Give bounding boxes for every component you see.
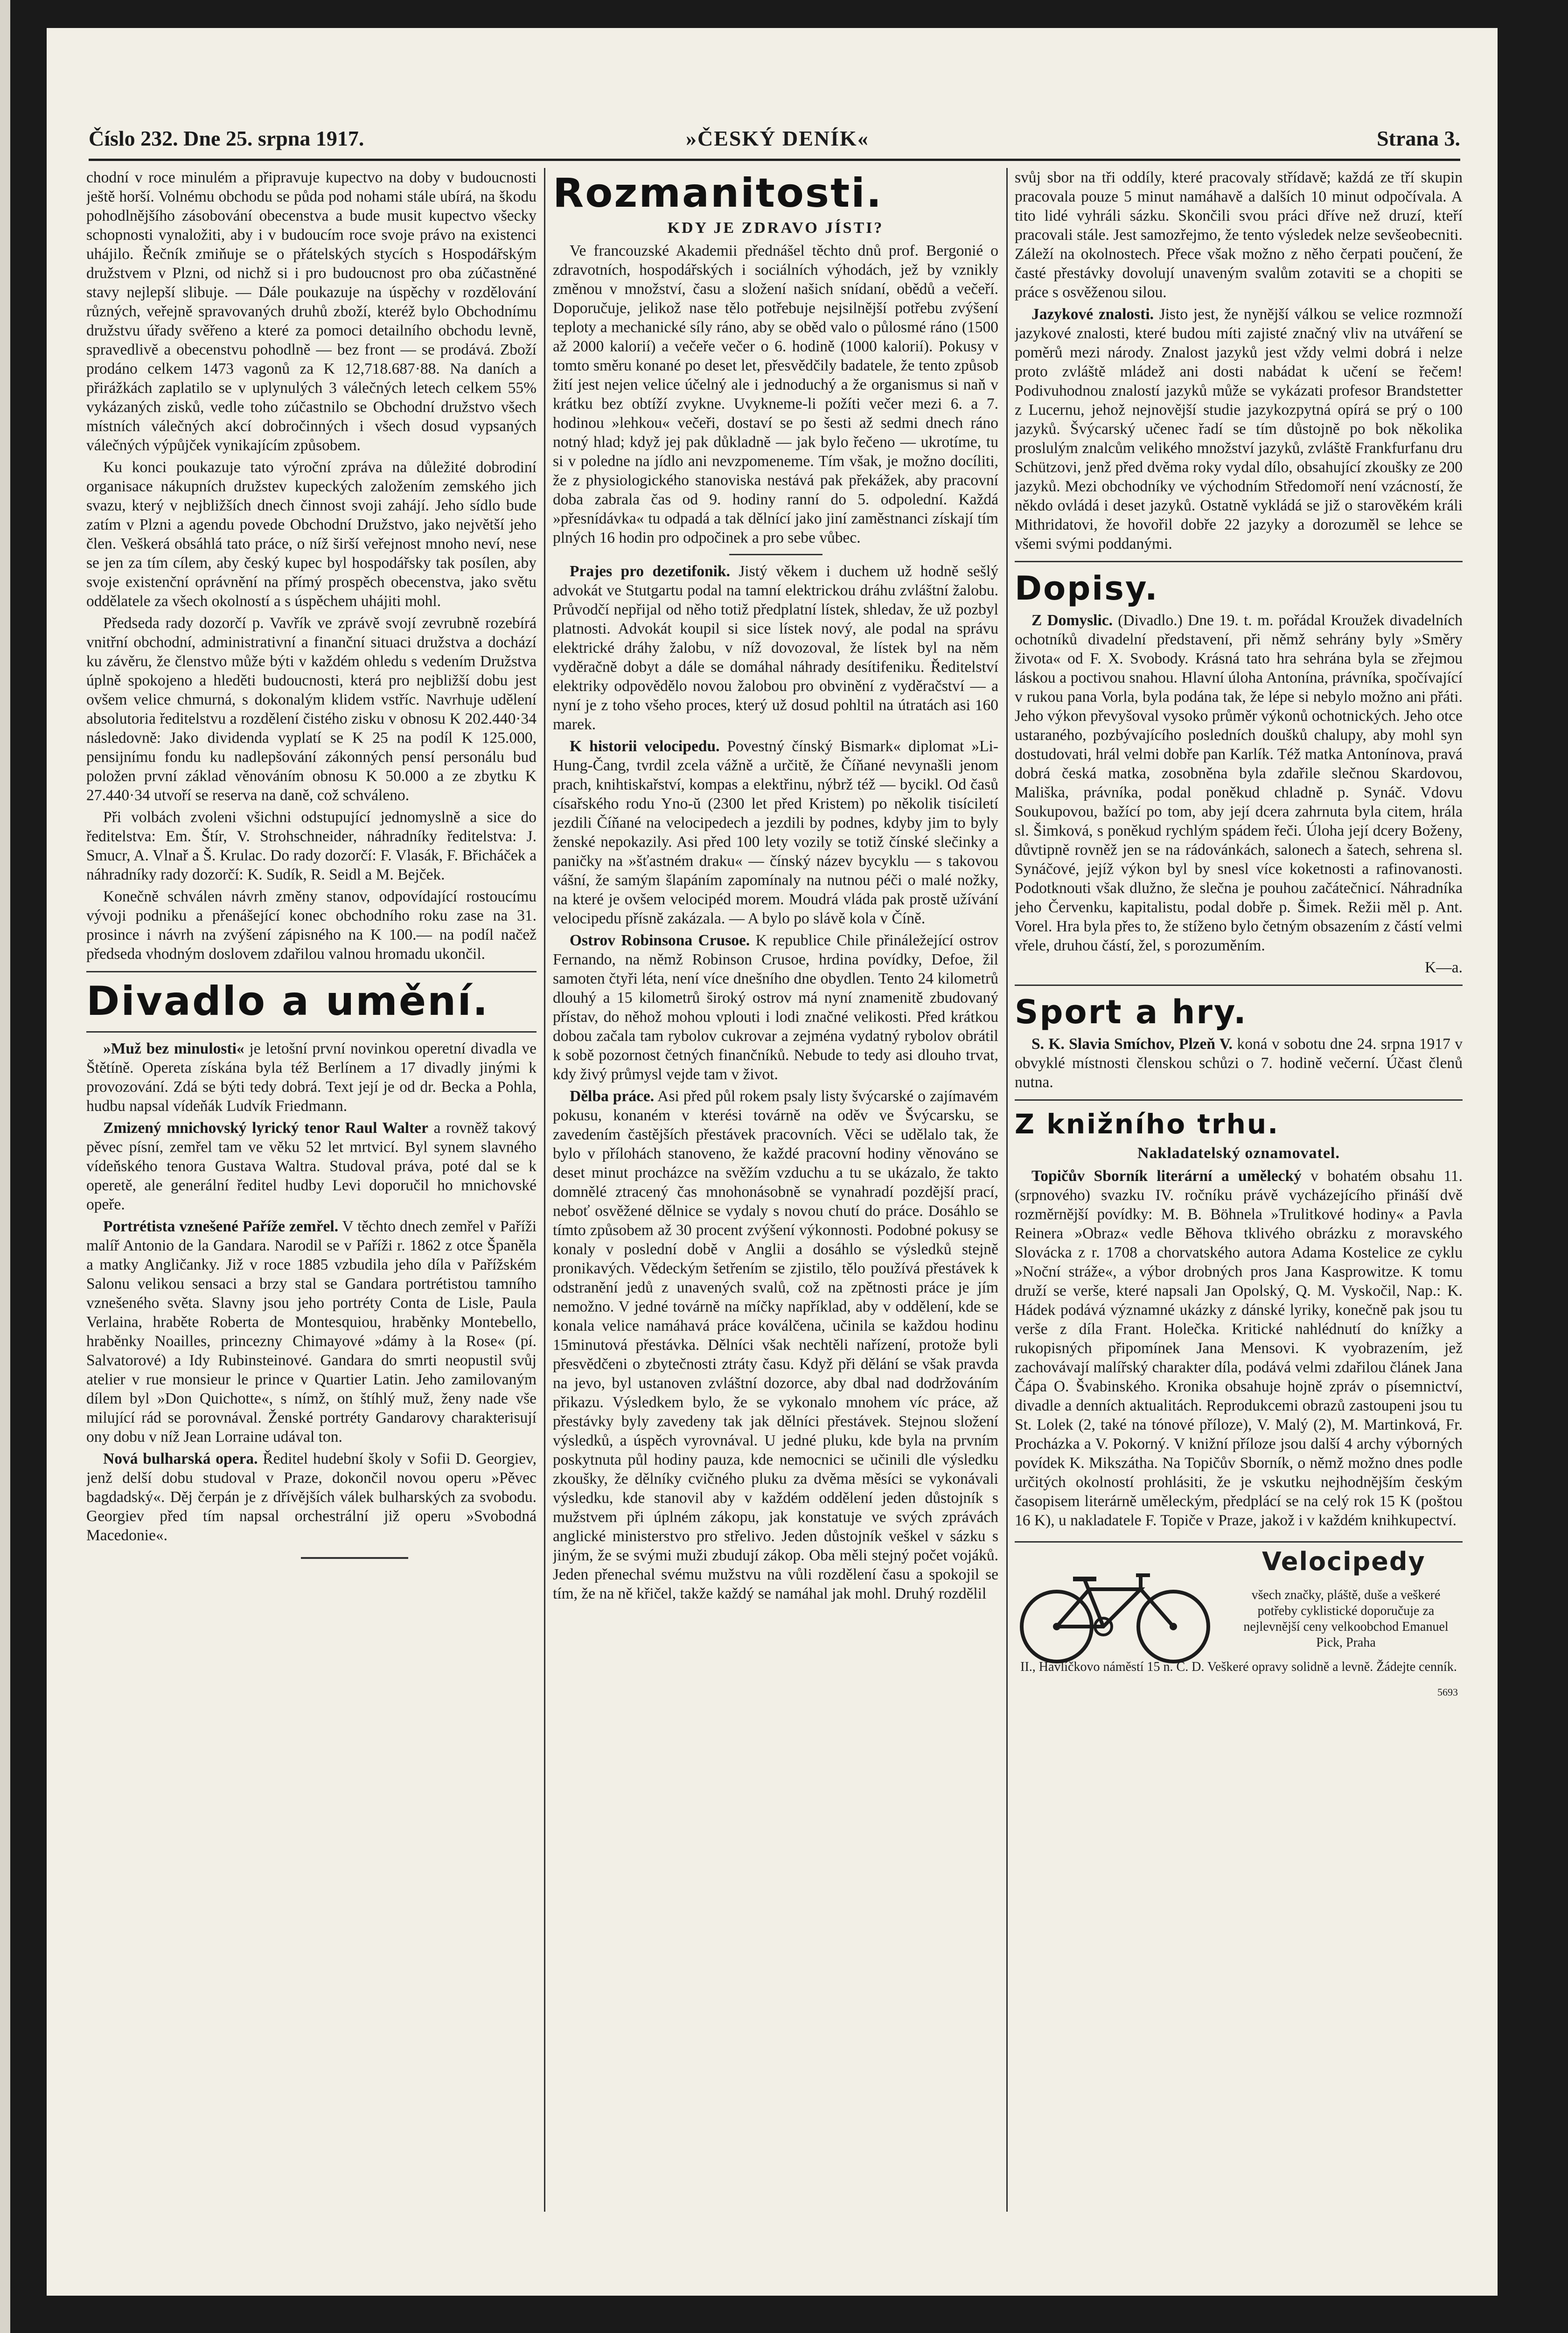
section-rule	[86, 1031, 537, 1033]
section-rule	[1015, 561, 1463, 562]
news-item	[553, 1087, 998, 1603]
column-3	[1015, 168, 1463, 2268]
section-title-books: Z knižního trhu.	[1015, 1108, 1280, 1140]
column-divider	[544, 168, 545, 2212]
news-item	[86, 1118, 537, 1214]
article-paragraph: chodní v roce minulém a připravuje kupectvo na doby v budoucnosti ještě horší. Volnému obchodu se půda pod nohami stále ubírá, na škodu pohodlnějšího zásobování obecenstva a bude musit kupectvo všecky schopnosti vynaložiti, aby i v budoucím roce svoje právo na existenci uhájilo. Řečník zmiňuje se o přátelských stycích s Hospodářským družstvem v Plzni, od nichž si i pro budoucnost pro oba zúčastněné stavy nejlepší slibuje. — Dále poukazuje na úspěchy v rozdělování různých, veřejně spravovaných druhů zboží, kteréž bylo Obchodnímu družstvu úřady svěřeno a které za pomoci detailního obchodu levně, spravedlivě a obecenstvu pohodlně — bez front — se prodává. Zboží prodáno celkem 1473 vagonů za K 12,718.687·88. Na daních a přirážkách zaplatilo se v uplynulých 3 válečných letech celkem 55% vykázaných zisků, vedle toho zúčastnilo se Obchodní družstvo všech místních válečných akcí dobročinných i všech dosud vypsaných válečných výpůjček vynikajícím způsobem.	[86, 169, 537, 454]
news-item	[1015, 1034, 1463, 1092]
article-subhead: KDY JE ZDRAVO JÍSTI?	[667, 219, 884, 237]
news-item	[1015, 611, 1463, 955]
column-1	[86, 168, 537, 2268]
news-item-body: v bohatém obsahu 11. (srpnového) svazku IV. ročníku právě vycházejícího přináší dvě rozměrnější povídky: M. B. Böhnela »Trulitkové hodiny« a Pavla Reinera »Obraz« vedle Běhova tklivého obrázku z moravského Slovácka z r. 1708 a chorvatského autora Adama Kostelice ze cyklu »Noční stráže«, a výbor drobných pros Jana Kasprowitze. K tomu druží se verše, které napsali Jan Opolský, Q. M. Vyskočil, Nap.: K. Hádek podává významné ukázky z dánské lyriky, konečně pak jsou tu verše z díla Frant. Holečka. Kritické nahlédnutí do knížky a rukopisných připomínek Jana Mensovi. K vyobrazením, jež zachovávají malířský charakter díla, podává velmi zdařilou článek Jana Čápa O. Švabinského. Kronika obsahuje hojně zpráv o písemnictví, divadle a denních aktualitách. Reprodukcemi obrazů zastoupeni jsou tu St. Lolek (2, také na tónové příloze), V. Malý (2), M. Martinková, Fr. Procházka a V. Pokorný. V knižní příloze jsou další 4 archy výborných povídek K. Mikszátha. Na Topičův Sborník, o němž možno dnes podle určitých okolností prohlásiti, že je vskutku nejhodnějším českým časopisem literárně uměleckým, předplácí se na celý rok 15 K (poštou 16 K), u nakladatele F. Topiče v Praze, jakož i v každém knihkupectví.	[1015, 1167, 1463, 1529]
issue-date: Číslo 232. Dne 25. srpna 1917.	[89, 126, 364, 150]
section-title-letters: Dopisy.	[1015, 569, 1159, 608]
section-rule	[1015, 1099, 1463, 1101]
news-item-lead: Ostrov Robinsona Crusoe.	[570, 932, 750, 949]
section-title-miscellany: Rozmanitosti.	[553, 170, 883, 217]
article-paragraph: Ku konci poukazuje tato výroční zpráva na důležité dobrodiní organisace nákupních družstev kupeckých založením zemského jich svazu, který v nejbližších dnech činnost svoji zahájí. Jeho sídlo bude zatím v Plzni a agendu povede Obchodní Družstvo, jako největší jeho člen. Veškerá obsáhlá tato práce, o níž širší veřejnost mnoho neví, nese se jen za tím cílem, aby český kupec byl hospodářsky tak posílen, aby svoje existenční oprávnění na přímý prospěch obecenstva, jako světu oddělatele za všech okolností a s úspěchem uhájiti mohl.	[86, 459, 537, 610]
page-header	[89, 121, 1460, 161]
news-item-lead: Jazykové znalosti.	[1031, 306, 1154, 323]
news-item-body: Jisto jest, že nynější válkou se velice rozmnoží jazykové znalosti, které budou míti zajisté značný vliv na utváření se poměrů mezi národy. Znalost jazyků jest vždy velmi dobrá i nelze proto zvláště mládež ani dosti nabádat k učení se řečem! Podivuhodnou znalostí jazyků může se vykázati profesor Brandstetter z Lucernu, jehož nejnovější studie jazykozpytná opírá se prý o 100 jazyků. Švýcarský učenec řadí se tím důstojně po bok několika proslulým znalcům velikého množství jazyků, zvláště Frankfurfanu dru Schützovi, jenž před dvěma roky vydal dílo, obsahující zkoušky ze 200 jazyků. Mezi obchodníky ve východním Středomoří není vzácností, že někdo ovládá i deset jazyků. Ostatně vykládá se již o starověkém králi Mithridatovi, že hovořil dobře 22 jazyky a dorozuměl se lehce se všemi svými poddanými.	[1015, 306, 1463, 552]
column-2	[553, 168, 998, 2268]
news-item-lead: »Muž bez minulosti«	[103, 1040, 244, 1057]
news-item-body: (Divadlo.) Dne 19. t. m. pořádal Kroužek divadelních ochotníků divadelní představení, při němž sehrány byly »Směry života« od F. X. Svobody. Krásná tato hra sehrána byla se zřejmou láskou a poctivou snahou. Hlavní úloha Antonína, právníka, spočívající v rukou pana Vorla, byla podána tak, že lépe si nebylo možno ani přáti. Jeho výkon převyšoval vysoko průměr výkonů ochotnických. Jeho otce ustaraného, pozbývajícího posledních doušků chalupy, aby mohl syn dostudovati, hrál velmi dobře pan Karlík. Též matka Antonínova, pravá dobrá česká matka, zosobněna byla zdařile slečnou Skardovou, Mališka, právníka, podal poněkud chladně p. Synáč. Vdovu Soukupovou, bažící po tom, aby její dcera zahrnuta byla citem, hrála sl. Šimková, s poněkud rychlým spádem řeči. Úloha její dcery Boženy, důvtipně rovněž jen se na rádovánkách, salonech a šatech, sehrena sl. Synáčové, jejíž výkon byl by snesl více koketnosti a rafinovanosti. Podotknouti však dlužno, že slečna je pouhou začátečnicí. Náhradníka jeho Červenku, kapitalistu, podal dobře p. Šimek. Režii měl p. Ant. Vorel. Hra byla přes to, že stíženo bylo četným obsazením z částí velmi vřele, druhou částí, žel, s porozuměním.	[1015, 612, 1463, 954]
news-item-body: Povestný čínský Bismark« diplomat »Li-Hung-Čang, tvrdil zcela vážně a určitě, že Číňané nevynašli jenom prach, knihtiskařství, kompas a elektřinu, nýbrž též — bycikl. Od časů císařského rodu Yno-ŭ (2300 let před Kristem) po několik tisíciletí jezdili Číňané na velocipedech a jezdili by podnes, kdyby jim to byly ženské nepokazily. Asi před 100 lety vozily se totiž čínské slečinky a paničky na »šťastném draku« — čínský název bycyklu — s takovou vášní, že samým šlapáním zapomínaly na nutnou péči o malé nožky, na které je ovšem velocipéd morem. Moudrá vláda pak prostě užívání velocipedu přísně zakázala. — A bylo po slávě kola v Číně.	[553, 738, 998, 927]
news-item-lead: Nová bulharská opera.	[103, 1450, 258, 1467]
news-item-lead: Topičův Sborník literární a umělecký	[1031, 1167, 1302, 1185]
news-item-body: V těchto dnech zemřel v Paříži malíř Antonio de la Gandara. Narodil se v Paříži r. 1862 z otce Španěla a matky Angličanky. Již v roce 1885 vzbudila jeho díla v Pařížském Salonu velikou sensaci a brzy stal se Gandara portrétistou tamního vznešeného světa. Slavny jsou jeho portréty Conta de Lisle, Paula Verlaina, hraběte Roberta de Montesquiou, hraběnky Montebello, hraběnky Noailles, princezny Chimayové »dámy à la Rose« (pí. Salvatorové) a Idy Rubinsteinové. Gandara do smrti neopustil svůj atelier v rue monsieur le prince v Quartier Latin. Jeho zamilovaným dílem byl »Don Quichotte«, s nímž, on štíhlý muž, ženy nade vše milující rád se porovnával. Ženské portréty Gandarovy charakterisují ony dobu v níž Jean Lorraine udával ton.	[86, 1218, 537, 1446]
end-rule	[301, 1557, 408, 1559]
item-rule	[729, 554, 822, 555]
news-item-body: a rovněž takový pěvec písní, zemřel tam ve věku 52 let mrtvicí. Byl synem slavného vídeňského tenora Gustava Waltra. Studoval práva, poté dal se k operetě, ale generální ředitel hudby Levi doporučil ho mnichovské opeře.	[86, 1119, 537, 1213]
page-number: Strana 3.	[1377, 126, 1460, 150]
ad-title: Velocipedy	[1262, 1547, 1426, 1576]
news-item	[553, 931, 998, 1084]
ad-body: všech značky, pláště, duše a veškeré potřeby cyklistické doporučuje za nejlevnější ceny velkoobchod Emanuel Pick, Praha	[1243, 1588, 1449, 1650]
binding-edge	[0, 0, 10, 2333]
article-paragraph: Při volbách zvoleni všichni odstupující jednomyslně a sice do ředitelstva: Em. Štír, V. Strohschneider, náhradníky ředitelstva: J. Smucr, A. Vlnař a Š. Krulac. Do rady dozorčí: F. Vlasák, F. Břicháček a náhradníky rady dozorčí: K. Sudík, R. Seidl a M. Bejček.	[86, 809, 537, 883]
news-item-lead: S. K. Slavia Smíchov, Plzeň V.	[1031, 1035, 1233, 1053]
bicycle-advertisement	[1015, 1541, 1463, 1705]
news-item	[86, 1449, 537, 1545]
column-divider	[1006, 168, 1008, 2212]
news-item-body: koná v sobotu dne 24. srpna 1917 v obvyklé místnosti členskou schůzi o 7. hodině večerní. Účast členů nutna.	[1015, 1035, 1463, 1091]
article-paragraph: Ve francouzské Akademii přednášel těchto dnů prof. Bergonié o zdravotních, hospodářských i sociálních výhodách, jež by vznikly změnou v množství, času a složení našich snídaní, obědů a večeří. Doporučuje, jelikož nase tělo potřebuje nejsilnější potřebu zvýšení teploty a mechanické síly ráno, aby se oběd valo o půlosmé ráno (1500 až 2000 kalorií) a večeře večer o 6. hodině (1000 kalorií). Pokusy v tomto směru konané po deset let, přesvědčily badatele, že tento způsob žití jest nejen velice účelný ale i jednoduchý a že organismus si naň v krátku bez obtíží zvykne. Uvykneme-li požíti večer mezi 6. a 7. hodinou »lehkou« večeři, dostaví se po šesti až sedmi dnech ráno notný hlad; když jej pak důkladně — jak bylo řečeno — ukrotíme, tu si v poledne na jídlo ani nevzpomeneme. Tím však, je možno docíliti, že z physiologického stanoviska nestává pak překážek, aby pracovní doba zabrala čas od 9. hodiny ranní do 5. odpolední. Každá »přesnídávka« tu odpadá a tak dělnící jako jiní zaměstnanci získají tím plných 16 hodin pro odpočinek a pro sebe vůbec.	[553, 242, 998, 546]
section-title-sport: Sport a hry.	[1015, 993, 1247, 1031]
article-subhead: Nakladatelský oznamovatel.	[1137, 1145, 1340, 1162]
news-item-lead: K historii velocipedu.	[570, 738, 720, 755]
section-rule	[1015, 985, 1463, 986]
news-item-body: Asi před půl rokem psaly listy švýcarské o zajímavém pokusu, konaném v kterési továrně na oděv ve Švýcarsku, se zavedením častějších přestávek pracovních. Věci se udělalo tak, že bylo v přílohách stanoveno, že každé pracovní hodiny věnováno se deset minut procházce na svěžím vzduchu a tu se ukázalo, že takto domnělé ztracený čas mnohonásobně se vynahradí pozdější prací, neboť osvěžené dělnice se vydaly s novou chutí do práce. Dosáhlo se tímto způsobem až 30 procent zvýšení výkonnosti. Podobné pokusy se konaly v poslední době v Anglii a dosáhlo se výsledků stejně pronikavých. Vědeckým šetřením se zjistilo, tělo používá přestávek k odstranění jedů z unavených svalů, což na zpětnosti práce je jím nemožno. V jedné továrně na míčky například, aby v oddělení, kde se konala velice namáhavá práce koválčena, učinila se každou hodinu 15minutová přestávka. Dělníci však nechtěli nařízení, protože byli přesvědčeni o zbytečnosti ztráty času. Když při dělání se však pravda na jevo, byl ustanoven zvláštní dozorce, aby dbal nad dodržováním přikazu. Výsledkem bylo, že se vykonalo mnohem víc práce, až přestávky byly zavedeny tak jak dělníci přestávek. Stejnou složení výsledků, a úspěch vyrovnával. U jedné pluku, kde byla na prvním poskytnuta půl hodiny pauza, kde nemocnici se učinili dle výsledku zkoušky, že dělníky cvičného pluku za dvěma měsíci se vykonávali výsledku, kde stanovil aby v každém oddělení jeden důstojník s mužstvem při úplném zákopu, jak konstatuje ve svých zprávách anglické ministerstvo pro střelivo. Jeden důstojník veškel v sázku s jiným, že se svými muži zbudují zákop. Oba měli stejný počet vojáků. Jeden přenechal svému mužstvu na vůli rozdělení času a spokojil se tím, že na ně křičel, takže každý se namáhal jak mohl. Druhý rozdělil	[553, 1088, 998, 1602]
bicycle-icon	[1015, 1557, 1220, 1664]
section-rule	[86, 971, 537, 972]
ad-address: II., Havlíčkovo náměstí 15 n. C. D. Veškeré opravy solidně a levně. Žádejte cenník.	[1020, 1660, 1457, 1674]
author-signature: K—a.	[1425, 959, 1463, 976]
news-item-lead: Z Domyslic.	[1031, 612, 1113, 629]
news-item-lead: Portrétista vznešené Paříže zemřel.	[103, 1218, 339, 1235]
news-item	[86, 1039, 537, 1116]
news-item	[86, 1217, 537, 1446]
section-title-theatre: Divadlo a umění.	[86, 978, 489, 1025]
news-item-lead: Prajes pro dezetifonik.	[570, 563, 731, 580]
masthead: »ČESKÝ DENÍK«	[686, 126, 869, 150]
news-item	[1015, 305, 1463, 553]
article-paragraph: Předseda rady dozorčí p. Vavřík ve zprávě svojí zevrubně rozebírá vnitřní obchodní, administrativní a finanční situaci družstva a dochází ku závěru, že členstvo může býti v každém ohledu s vedením Družstva úplně spokojeno a hleděti budoucnosti, která pro nejbližší dobu jest ovšem velice chmurná, s dokonalým klidem vstříc. Navrhuje udělení absolutoria ředitelstvu a rozdělení čistého zisku v obnosu K 202.440·34 následovně: Jako dividenda vyplatí se K 25 na podíl K 125.000, pensijnímu fondu ku nadlepšování zákonných pensí personálu bud položen první základ věnováním obnosu K 50.000 a ze zbytku K 27.440·34 utvoří se reserva na daně, což schváleno.	[86, 615, 537, 804]
news-item-body: je letošní první novinkou operetní divadla ve Štětíně. Opereta získána byla též Berlínem a 17 divadly jinými k provozování. Zdá se býti tedy dobrá. Text její je od dr. Becka a Pohla, hudbu napsal vídeňák Ludvík Friedmann.	[86, 1040, 537, 1115]
article-paragraph: Konečně schválen návrh změny stanov, odpovídající rostoucímu vývoji podniku a přenášející konec obchodního roku zase na 31. prosince i návrh na zvýšení zápisného na K 100.— na podíl načež předseda vhodným doslovem zdařilou valnou hromadu ukončil.	[86, 888, 537, 963]
news-item	[1015, 1166, 1463, 1530]
news-item-body: K republice Chile přináležející ostrov Fernando, na němž Robinson Crusoe, hrdina povídky, Defoe, žil samoten čtyři léta, není více dnešního dne obydlen. Tento 24 kilometrů dlouhý a 15 kilometrů široký ostrov má nyní znamenitě zbudovaný přístav, do něhož mohou vplouti i lodi značné velikosti. Před krátkou dobou začala tam rybolov cukrovar a zejména vydatný rybolov obrátil k sobě pozornost četných finančníků. Nebude to tedy asi dlouho trvat, kdy živý průmysl vejde tam v život.	[553, 932, 998, 1083]
ad-code: 5693	[1437, 1686, 1458, 1698]
news-item-body: Ředitel hudební školy v Sofii D. Georgiev, jenž delší dobu studoval v Praze, dokončil novou operu »Pěvec bagdadský«. Děj čerpán je z dřívějších válek bulharských za svobodu. Georgiev před tím napsal orchestrální již operu »Svobodná Macedonie«.	[86, 1450, 537, 1544]
newspaper-page	[47, 28, 1498, 2296]
article-paragraph: svůj sbor na tři oddíly, které pracovaly střídavě; každá ze tří skupin pracovala pouze 5 minut namáhavě a dalších 10 minut odpočívala. A tito lidé vyhráli sázku. Skončili svou práci dříve než druzí, kteří pracovali stále. Jest samozřejmo, že tento výsledek nelze sevšeobecniti. Záleží na okolnostech. Přece však možno z něho čerpati poučení, že časté přestávky dovolují unaveným svalům zotaviti se a chopiti se práce s osvěženou silou.	[1015, 169, 1463, 301]
news-item	[553, 737, 998, 928]
news-item-lead: Dělba práce.	[570, 1088, 655, 1105]
news-item-lead: Zmizený mnichovský lyrický tenor Raul Walter	[103, 1119, 428, 1137]
news-item-body: Jistý věkem i duchem už hodně sešlý advokát ve Stutgartu podal na tamní elektrickou dráhu zvláštní žalobu. Průvodčí nepřijal od něho totiž předplatní lístek, shledav, že už pozbyl platnosti. Advokát koupil si sice lístek nový, ale podal na správu elektrické dráhy žalobu, v níž dovozoval, že lístek byl na něm vyděračně dobyt a dále se domáhal náhrady desítifeniku. Ředitelství elektriky odpovědělo novou žalobou pro obvinění z vyděračství — a nyní je z toho všeho proces, který už dosud pohltil na útratách asi 160 marek.	[553, 563, 998, 733]
news-item	[553, 562, 998, 734]
